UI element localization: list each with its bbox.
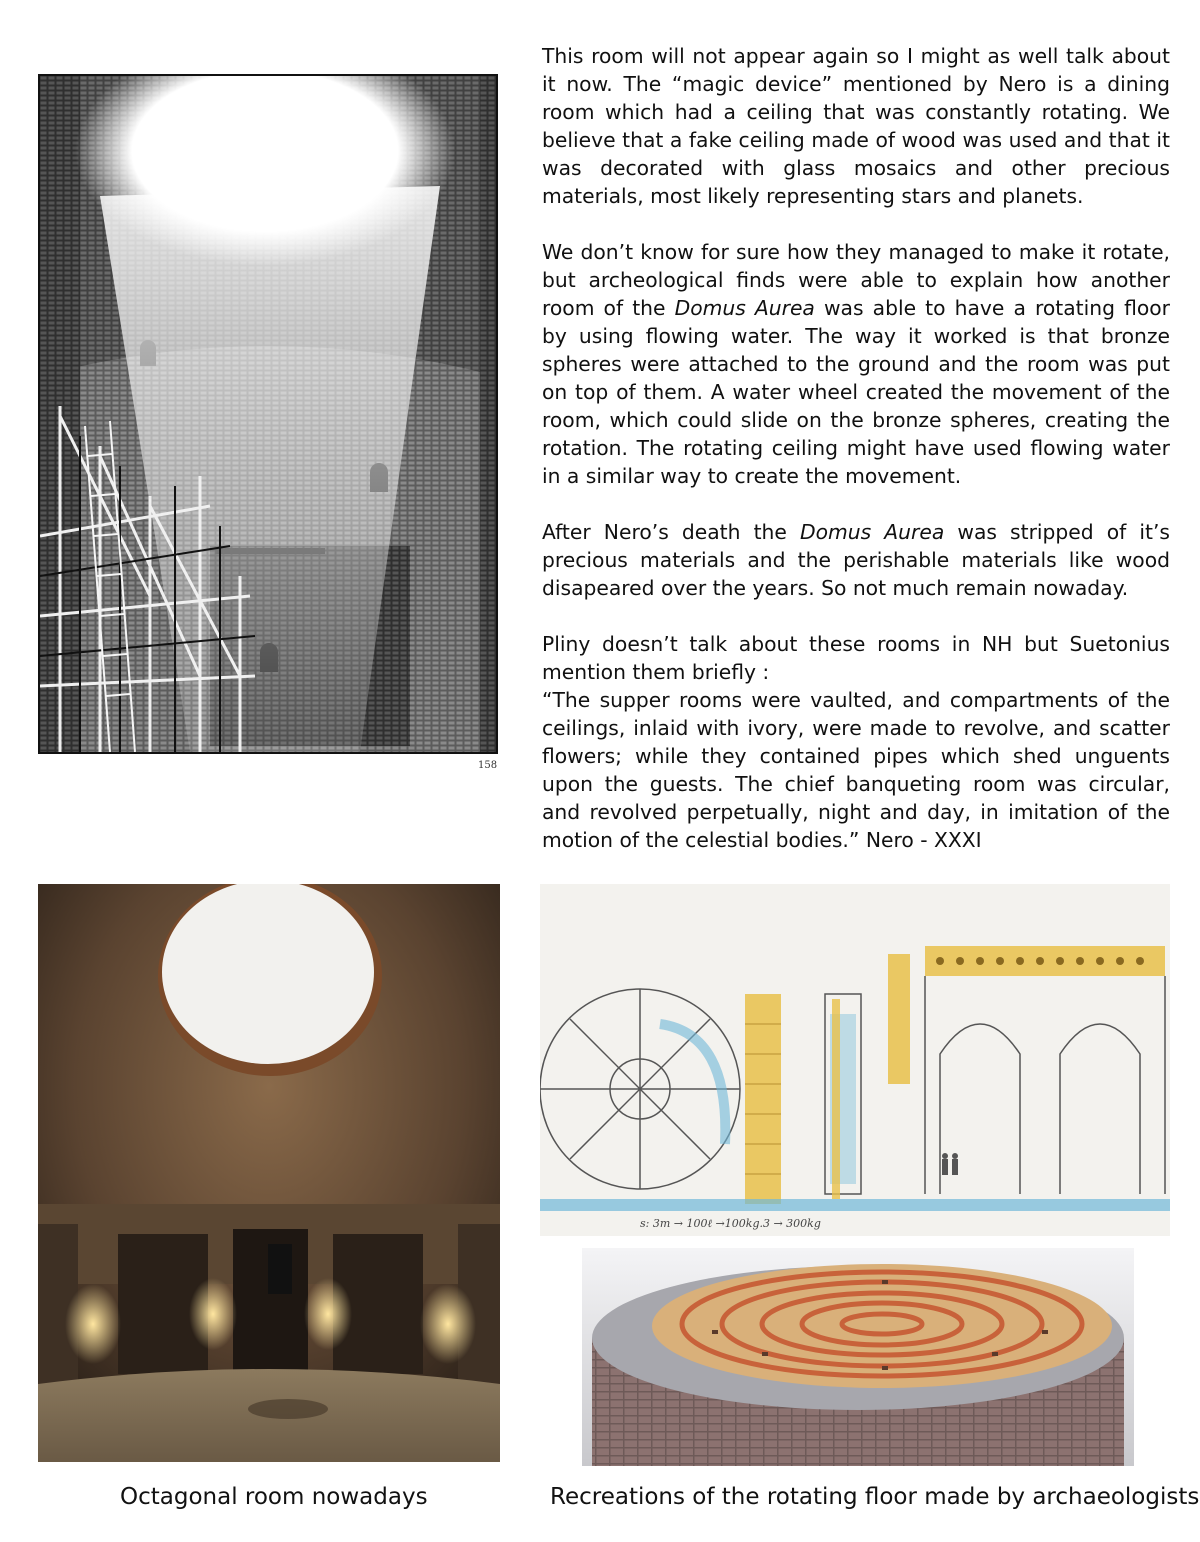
photo-octagonal-room [38,884,500,1462]
paragraph-rotating-ceiling: This room will not appear again so I might as well talk about it now. The “magic device” mentioned by Nero is a dining room which had a ceiling that was constantly rotating. We believe that a fake ceiling made of wood was used and that it was decorated with glass mosaics and other precious materials, most likely representing stars and planets. [542,44,1170,208]
comic-panel-oculus [38,74,498,754]
article-text [542,42,1170,854]
water-wheel-sketch-illustration [540,884,1170,1236]
photo-water-wheel-sketch [540,884,1170,1236]
sources-intro: Pliny doesn’t talk about these rooms in NH but Suetonius mention them briefly : [542,632,1170,684]
paragraph-rotating-floor: We don’t know for sure how they managed to make it rotate, but archeological finds were able to explain how another room of the Domus Aurea was able to have a rotating floor by using flowing water. The way it worked is that bronze spheres were attached to the ground and the room was put on top of them. A water wheel created the movement of the room, which could slide on the bronze spheres, creating the rotation. The rotating ceiling might have used flowing water in a similar way to create the movement. [542,240,1171,488]
paragraph-after-nero: After Nero’s death the Domus Aurea was stripped of it’s precious materials and the perishable materials like wood disapeared over the years. So not much remain nowaday. [542,520,1170,600]
domus-aurea-title: Domus Aurea [799,520,945,544]
octagonal-room-illustration [38,884,500,1462]
photo-rotating-floor-render [582,1248,1134,1466]
caption-octagonal-room: Octagonal room nowadays [120,1484,428,1510]
page-number: 158 [478,760,498,771]
suetonius-quote: “The supper rooms were vaulted, and compartments of the ceilings, inlaid with ivory, were made to revolve, and scatter flowers; while they contained pipes which shed unguents upon the guests. The chief banqueting room was circular, and revolved perpetually, night and day, in imitation of the motion of the celestial bodies.” Nero - XXXI [542,688,1170,852]
sketch-measure-note: s: 3m → 100ℓ →100kg.3 → 300kg [640,1217,821,1230]
comic-illustration [40,76,496,752]
paragraph-sources [542,630,1170,854]
domus-aurea-title: Domus Aurea [674,296,815,320]
caption-rotating-floor: Recreations of the rotating floor made by archaeologists [550,1484,1200,1510]
rotating-floor-illustration [582,1248,1134,1466]
